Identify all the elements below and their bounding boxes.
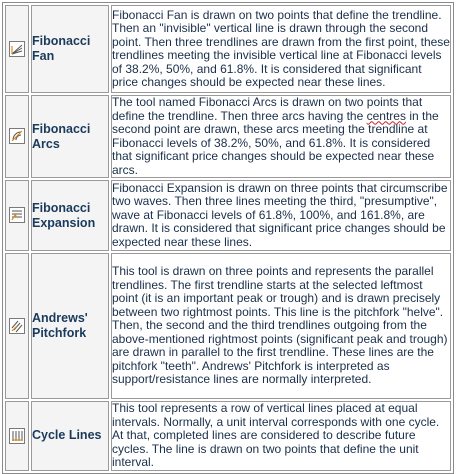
description-text: The tool named Fibonacci Arcs is drawn on two points that define the trendline. Then three arcs having the [112,95,423,123]
andrews-pitchfork-icon [9,318,25,334]
tool-name-line2: Pitchfork [32,326,87,340]
tool-description: Fibonacci Fan is drawn on two points that define the trendline. Then an "invisible" vertical line is drawn through the second point. Then three trendlines are drawn from the first point, these trendlines meeting the invisible vertical line at Fibonacci levels of 38.2%, 50%, and 61.8%. It is considered that significant price changes should be expected near these lines. [111,5,451,93]
tool-name [31,95,109,178]
tool-name-line1: Cycle Lines [32,428,102,443]
fibonacci-arcs-icon [9,128,25,144]
cycle-lines-icon [9,428,25,444]
tool-name-line1: Fibonacci [32,200,91,215]
icon-cell [5,95,29,178]
tool-name-line1: Fibonacci [32,121,91,136]
tool-description: This tool is drawn on three points and represents the parallel trendlines. The first trendline starts at the selected leftmost point (it is an important peak or trough) and is drawn precisely between two rightmost points. This line is the pitchfork "helve". Then, the second and the third trendlines outgoing from the above-mentioned rightmost points (significant peak and trough) are drawn in parallel to the first trendline. These lines are the pitchfork "teeth". Andrews' Pitchfork is interpreted as support/resistance lines are normally interpreted. [111,253,451,399]
icon-cell [5,401,29,471]
table-row [5,95,451,178]
description-text: in the second point are drawn, these arcs meeting the trendline at Fibonacci levels of 38.2%, 50%, and 61.8%. It is considered that significant price changes should be expected near these arcs. [112,108,439,177]
tool-name [31,401,109,471]
tool-name [31,253,109,399]
icon-cell [5,180,29,251]
tool-name-line2: Fan [32,49,55,63]
table-row [5,401,451,471]
fibonacci-fan-icon [9,41,25,57]
tool-name-line2: Arcs [32,136,60,151]
tool-name-line1: Fibonacci [32,34,91,48]
drawing-tools-table [2,2,454,474]
tool-description [111,95,451,178]
tool-name [31,5,109,93]
tool-description: This tool represents a row of vertical lines placed at equal intervals. Normally, a unit interval corresponds with one cycle. At that, completed lines are considered to describe future cycles. The line is drawn on two points that define the unit interval. [111,401,451,471]
icon-cell [5,253,29,399]
tool-name [31,180,109,251]
table-row [5,5,451,93]
table-row [5,253,451,399]
icon-cell [5,5,29,93]
tool-name-line1: Andrews' [32,311,88,325]
spellcheck-flagged-word: centres [366,108,406,123]
fibonacci-expansion-icon [9,207,25,223]
tool-description: Fibonacci Expansion is drawn on three points that circumscribe two waves. Then three lines meeting the third, "presumptive", wave at Fibonacci levels of 61.8%, 100%, and 161.8%, are drawn. It is considered that significant price changes should be expected near these lines. [111,180,451,251]
table-row [5,180,451,251]
tool-name-line2: Expansion [32,215,96,230]
